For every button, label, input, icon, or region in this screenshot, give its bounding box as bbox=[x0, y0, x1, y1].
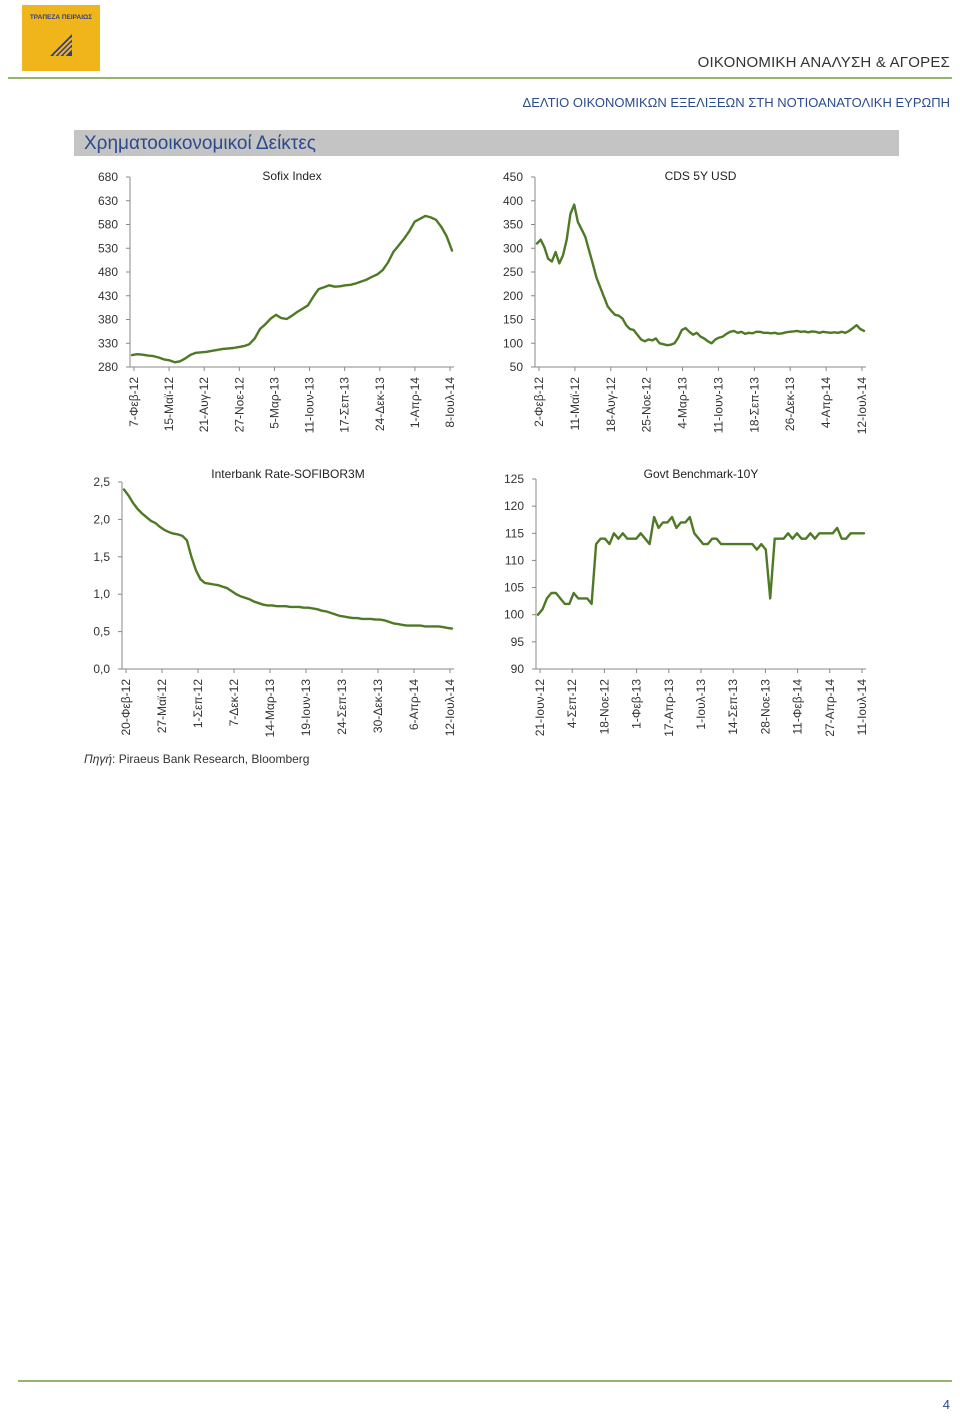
sofibor-3m-chart bbox=[80, 462, 468, 752]
x-tick-label: 11-Ιουν-13 bbox=[302, 377, 317, 434]
chart-title: Interbank Rate-SOFIBOR3M bbox=[211, 467, 365, 481]
y-tick-label: 630 bbox=[97, 193, 118, 208]
x-tick-label: 5-Μαρ-13 bbox=[267, 377, 282, 429]
y-tick-label: 580 bbox=[97, 217, 118, 232]
y-tick-label: 280 bbox=[97, 360, 118, 374]
x-tick-label: 1-Απρ-14 bbox=[407, 377, 422, 429]
x-tick-label: 12-Ιουλ-14 bbox=[855, 377, 869, 435]
y-tick-label: 380 bbox=[97, 312, 118, 327]
y-tick-label: 120 bbox=[503, 499, 524, 514]
y-tick-label: 100 bbox=[502, 336, 523, 351]
y-tick-label: 300 bbox=[502, 241, 523, 256]
section-title: Χρηματοοικονομικοί Δείκτες bbox=[84, 133, 316, 154]
x-tick-label: 7-Δεκ-12 bbox=[227, 679, 241, 727]
series-line bbox=[132, 216, 452, 362]
section-heading-bar bbox=[74, 130, 899, 156]
x-tick-label: 25-Νοε-12 bbox=[639, 377, 654, 433]
x-tick-label: 27-Νοε-12 bbox=[232, 377, 247, 433]
y-tick-label: 0,0 bbox=[93, 662, 110, 676]
x-tick-label: 26-Δεκ-13 bbox=[783, 377, 798, 432]
x-tick-label: 15-Μαϊ-12 bbox=[162, 377, 177, 432]
x-tick-label: 14-Σεπ-13 bbox=[726, 679, 741, 735]
x-tick-label: 24-Δεκ-13 bbox=[372, 377, 387, 432]
y-tick-label: 105 bbox=[503, 580, 524, 595]
y-tick-label: 115 bbox=[504, 526, 524, 541]
y-tick-label: 1,0 bbox=[93, 587, 110, 602]
x-tick-label: 1-Φεβ-13 bbox=[629, 679, 644, 729]
x-tick-label: 27-Απρ-14 bbox=[822, 679, 837, 737]
y-tick-label: 2,0 bbox=[93, 512, 110, 527]
y-tick-label: 150 bbox=[502, 312, 523, 327]
page-number: 4 bbox=[942, 1397, 950, 1412]
cds-5y-usd-chart bbox=[490, 162, 882, 447]
y-tick-label: 330 bbox=[97, 336, 118, 351]
x-tick-label: 17-Απρ-13 bbox=[661, 679, 676, 737]
sofix-index-chart bbox=[80, 162, 468, 447]
series-line bbox=[538, 517, 864, 615]
chart-title: Sofix Index bbox=[262, 169, 322, 183]
bank-logo bbox=[22, 5, 100, 71]
y-tick-label: 1,5 bbox=[93, 549, 110, 564]
y-tick-label: 0,5 bbox=[93, 624, 110, 639]
x-tick-label: 6-Απρ-14 bbox=[407, 679, 421, 731]
source-text: : Piraeus Bank Research, Bloomberg bbox=[112, 752, 310, 766]
y-tick-label: 200 bbox=[502, 288, 523, 303]
y-tick-label: 430 bbox=[97, 288, 118, 303]
y-tick-label: 530 bbox=[97, 241, 118, 256]
x-tick-label: 12-Ιουλ-14 bbox=[443, 679, 457, 737]
x-tick-label: 11-Φεβ-14 bbox=[790, 679, 805, 735]
x-tick-label: 1-Ιουλ-13 bbox=[694, 679, 708, 730]
report-title: ΟΙΚΟΝΟΜΙΚΗ ΑΝΑΛΥΣΗ & ΑΓΟΡΕΣ bbox=[697, 54, 950, 71]
y-tick-label: 125 bbox=[503, 472, 524, 486]
report-subtitle: ΔΕΛΤΙΟ ΟΙΚΟΝΟΜΙΚΩΝ ΕΞΕΛΙΞΕΩΝ ΣΤΗ ΝΟΤΙΟΑΝΑΤΟΛΙΚΗ ΕΥΡΩΠΗ bbox=[522, 95, 950, 110]
logo-text: ΤΡΑΠΕΖΑ ΠΕΙΡΑΙΩΣ bbox=[29, 14, 93, 21]
x-tick-label: 8-Ιουλ-14 bbox=[443, 377, 457, 428]
y-tick-label: 100 bbox=[503, 607, 524, 622]
x-tick-label: 19-Ιουν-13 bbox=[299, 679, 313, 737]
series-line bbox=[537, 205, 864, 346]
y-tick-label: 250 bbox=[502, 265, 523, 279]
x-tick-label: 11-Ιουν-13 bbox=[711, 377, 726, 434]
x-tick-label: 20-Φεβ-12 bbox=[119, 679, 133, 736]
source-label: Πηγή bbox=[84, 752, 113, 766]
chart-title: CDS 5Y USD bbox=[664, 169, 737, 183]
x-tick-label: 4-Απρ-14 bbox=[819, 377, 834, 429]
x-tick-label: 1-Σεπ-12 bbox=[191, 679, 205, 729]
x-tick-label: 17-Σεπ-13 bbox=[337, 377, 352, 433]
x-tick-label: 24-Σεπ-13 bbox=[335, 679, 349, 735]
series-line bbox=[124, 490, 452, 629]
x-tick-label: 2-Φεβ-12 bbox=[532, 377, 546, 427]
header-divider bbox=[8, 77, 952, 79]
x-tick-label: 7-Φεβ-12 bbox=[127, 377, 141, 427]
chart-title: Govt Benchmark-10Y bbox=[643, 467, 759, 481]
logo-emblem-icon bbox=[48, 32, 74, 58]
x-tick-label: 18-Σεπ-13 bbox=[747, 377, 762, 433]
sofix-svg bbox=[80, 162, 468, 447]
y-tick-label: 400 bbox=[502, 193, 523, 208]
govt-benchmark-10y-chart bbox=[490, 462, 882, 752]
y-tick-label: 480 bbox=[97, 265, 118, 279]
y-tick-label: 2,5 bbox=[93, 475, 110, 489]
footer-divider bbox=[18, 1380, 952, 1382]
x-tick-label: 21-Αυγ-12 bbox=[197, 377, 212, 433]
sofibor-svg bbox=[80, 462, 468, 752]
cds-svg bbox=[490, 162, 882, 447]
x-tick-label: 14-Μαρ-13 bbox=[263, 679, 277, 738]
x-tick-label: 21-Ιουν-12 bbox=[533, 679, 547, 737]
source-note bbox=[84, 752, 309, 766]
x-tick-label: 18-Νοε-12 bbox=[597, 679, 612, 735]
y-tick-label: 680 bbox=[97, 170, 118, 184]
x-tick-label: 28-Νοε-13 bbox=[758, 679, 773, 735]
y-tick-label: 95 bbox=[510, 634, 524, 649]
x-tick-label: 18-Αυγ-12 bbox=[603, 377, 618, 433]
govt10y-svg bbox=[490, 462, 882, 752]
x-tick-label: 27-Μαϊ-12 bbox=[155, 679, 169, 734]
x-tick-label: 4-Μαρ-13 bbox=[675, 377, 690, 429]
x-tick-label: 4-Σεπ-12 bbox=[565, 679, 580, 729]
y-tick-label: 90 bbox=[510, 662, 524, 676]
y-tick-label: 110 bbox=[504, 553, 524, 568]
x-tick-label: 11-Ιουλ-14 bbox=[855, 679, 869, 736]
x-tick-label: 30-Δεκ-13 bbox=[371, 679, 385, 734]
y-tick-label: 350 bbox=[502, 217, 523, 232]
x-tick-label: 11-Μαϊ-12 bbox=[567, 377, 582, 431]
y-tick-label: 50 bbox=[509, 360, 523, 374]
y-tick-label: 450 bbox=[502, 170, 523, 184]
